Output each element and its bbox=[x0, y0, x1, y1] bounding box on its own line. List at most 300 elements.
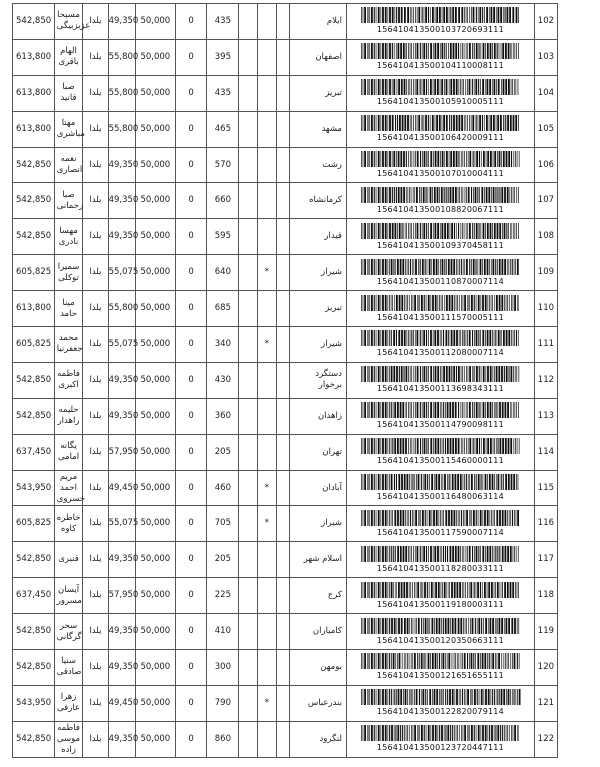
barcode-bar bbox=[369, 330, 370, 346]
barcode-bar bbox=[459, 689, 460, 705]
barcode-bar bbox=[491, 653, 492, 669]
barcode-bar bbox=[426, 259, 427, 275]
barcode-bar bbox=[473, 187, 474, 203]
barcode-bar bbox=[484, 259, 486, 275]
barcode-bar bbox=[447, 223, 449, 239]
cell-amount-a: 49,350 bbox=[108, 398, 135, 434]
barcode-bar bbox=[500, 689, 502, 705]
barcode-bar bbox=[496, 438, 497, 454]
cell-zero: 0 bbox=[175, 183, 207, 219]
barcode-bar bbox=[497, 7, 499, 23]
barcode-bar bbox=[371, 187, 373, 203]
barcode-bar bbox=[469, 330, 471, 346]
cell-barcode bbox=[346, 255, 534, 291]
barcode-bar bbox=[382, 187, 384, 203]
barcode-bar bbox=[488, 689, 490, 705]
barcode-bar bbox=[433, 223, 434, 239]
barcode-bar bbox=[489, 295, 490, 311]
barcode-bar bbox=[501, 366, 503, 382]
barcode-bar bbox=[485, 689, 487, 705]
cell-amount-a: 55,075 bbox=[108, 506, 135, 542]
barcode-bar bbox=[421, 725, 423, 741]
cell-row-number: 104 bbox=[534, 75, 557, 111]
barcode-bar bbox=[415, 438, 416, 454]
cell-amount-a: 57,950 bbox=[108, 434, 135, 470]
barcode-bar bbox=[364, 653, 366, 669]
barcode-bar bbox=[380, 510, 381, 526]
barcode-bar bbox=[402, 259, 404, 275]
cell-price: 637,450 bbox=[13, 578, 55, 614]
barcode-number: 156410413500110870007114 bbox=[376, 276, 504, 286]
barcode-bar bbox=[387, 618, 388, 634]
barcode-bar bbox=[407, 725, 408, 741]
barcode-bar bbox=[510, 402, 511, 418]
barcode-bar bbox=[490, 689, 491, 705]
barcode-bar bbox=[458, 79, 459, 95]
barcode-bar bbox=[445, 618, 447, 634]
barcode-bar bbox=[407, 259, 408, 275]
barcode-bar bbox=[517, 295, 518, 311]
barcode-bar bbox=[434, 546, 436, 562]
cell-flag bbox=[257, 111, 276, 147]
barcode-bar bbox=[392, 115, 394, 131]
barcode-bar bbox=[378, 7, 380, 23]
barcode-bar bbox=[374, 653, 375, 669]
cell-empty bbox=[276, 578, 289, 614]
barcode-bar bbox=[515, 689, 516, 705]
barcode-bar bbox=[440, 151, 441, 167]
barcode-bar bbox=[450, 618, 451, 634]
barcode-bar bbox=[507, 115, 509, 131]
barcode-bar bbox=[419, 79, 420, 95]
barcode-bar bbox=[513, 330, 514, 346]
barcode-bar bbox=[517, 653, 518, 669]
barcode-bar bbox=[508, 259, 509, 275]
barcode-bar bbox=[500, 115, 502, 131]
barcode-bar bbox=[474, 438, 475, 454]
barcode-bar bbox=[397, 725, 399, 741]
barcode-bar bbox=[511, 79, 512, 95]
barcode-bar bbox=[364, 510, 366, 526]
barcode bbox=[349, 618, 532, 646]
barcode-bar bbox=[518, 187, 519, 203]
cell-city: تبریز bbox=[289, 291, 346, 327]
cell-row-number: 116 bbox=[534, 506, 557, 542]
cell-weight: 395 bbox=[207, 39, 239, 75]
barcode-bar bbox=[437, 295, 438, 311]
barcode-bar bbox=[424, 725, 425, 741]
barcode-bar bbox=[472, 115, 474, 131]
cell-zero: 0 bbox=[175, 219, 207, 255]
barcode-bar bbox=[432, 115, 434, 131]
barcode-bar bbox=[516, 582, 517, 598]
barcode-bar bbox=[441, 725, 443, 741]
barcode-bar bbox=[397, 43, 399, 59]
barcode-bar bbox=[498, 366, 500, 382]
barcode-bar bbox=[475, 653, 476, 669]
barcode-bar bbox=[456, 366, 457, 382]
cell-empty bbox=[276, 4, 289, 40]
barcode-bar bbox=[505, 43, 507, 59]
barcode-bar bbox=[476, 151, 478, 167]
barcode-bar bbox=[514, 43, 515, 59]
barcode-bar bbox=[396, 295, 398, 311]
barcode bbox=[349, 330, 532, 358]
barcode-bar bbox=[423, 618, 424, 634]
barcode-bar bbox=[474, 223, 475, 239]
barcode-bar bbox=[361, 330, 362, 346]
barcode-bar bbox=[492, 366, 493, 382]
barcode-bar bbox=[482, 402, 484, 418]
barcode-bar bbox=[455, 43, 457, 59]
barcode-bar bbox=[499, 402, 501, 418]
cell-zero: 0 bbox=[175, 362, 207, 398]
barcode-bar bbox=[422, 259, 424, 275]
barcode-bar bbox=[394, 295, 395, 311]
barcode-bar bbox=[409, 653, 410, 669]
barcode-bar bbox=[400, 151, 402, 167]
barcode-bar bbox=[456, 259, 457, 275]
barcode-bar bbox=[488, 618, 489, 634]
barcode-bar bbox=[420, 151, 421, 167]
cell-barcode bbox=[346, 685, 534, 721]
barcode-bar bbox=[361, 653, 362, 669]
barcode-bar bbox=[459, 725, 460, 741]
barcode-bar bbox=[494, 366, 495, 382]
cell-city: تبریز bbox=[289, 75, 346, 111]
barcode-bar bbox=[404, 689, 406, 705]
barcode-bar bbox=[364, 474, 366, 490]
barcode-bar bbox=[510, 546, 512, 562]
barcode-bar bbox=[361, 115, 362, 131]
barcode-bar bbox=[487, 653, 488, 669]
barcode-bar bbox=[424, 259, 425, 275]
barcode-bar bbox=[374, 259, 375, 275]
table-row bbox=[13, 75, 558, 111]
barcode-bar bbox=[463, 618, 464, 634]
barcode-bar bbox=[482, 79, 484, 95]
barcode-bar bbox=[426, 330, 427, 346]
barcode-bar bbox=[408, 546, 409, 562]
barcode-bar bbox=[395, 115, 396, 131]
barcode-icon bbox=[360, 366, 521, 382]
barcode-bar bbox=[361, 474, 362, 490]
barcode-bar bbox=[398, 79, 400, 95]
cell-zero: 0 bbox=[175, 470, 207, 506]
barcode-bar bbox=[513, 187, 514, 203]
cell-barcode bbox=[346, 291, 534, 327]
barcode-bar bbox=[427, 653, 429, 669]
cell-city: آبادان bbox=[289, 470, 346, 506]
barcode-bar bbox=[472, 366, 473, 382]
barcode-bar bbox=[433, 402, 434, 418]
barcode-bar bbox=[491, 582, 493, 598]
barcode-bar bbox=[415, 330, 416, 346]
cell-amount-a: 57,950 bbox=[108, 578, 135, 614]
barcode-bar bbox=[362, 653, 363, 669]
barcode-bar bbox=[433, 582, 434, 598]
cell-empty bbox=[276, 398, 289, 434]
barcode-bar bbox=[382, 79, 384, 95]
cell-flag: * bbox=[257, 470, 276, 506]
barcode-bar bbox=[449, 187, 451, 203]
barcode-bar bbox=[362, 187, 363, 203]
barcode-bar bbox=[501, 295, 503, 311]
table-row bbox=[13, 147, 558, 183]
barcode-bar bbox=[409, 618, 410, 634]
barcode-bar bbox=[430, 115, 431, 131]
barcode-bar bbox=[498, 689, 499, 705]
barcode-bar bbox=[471, 725, 473, 741]
barcode-bar bbox=[460, 618, 462, 634]
cell-amount-a: 49,350 bbox=[108, 183, 135, 219]
barcode-bar bbox=[489, 259, 490, 275]
barcode-bar bbox=[404, 115, 406, 131]
barcode-bar bbox=[444, 725, 445, 741]
barcode-bar bbox=[418, 510, 419, 526]
barcode-bar bbox=[428, 546, 429, 562]
barcode-bar bbox=[472, 7, 474, 23]
cell-price: 542,850 bbox=[13, 398, 55, 434]
barcode-bar bbox=[510, 510, 511, 526]
cell-city: ایلام bbox=[289, 4, 346, 40]
barcode-bar bbox=[415, 402, 416, 418]
barcode-bar bbox=[494, 689, 495, 705]
barcode-bar bbox=[515, 259, 516, 275]
barcode-bar bbox=[387, 725, 388, 741]
barcode-bar bbox=[429, 582, 430, 598]
barcode bbox=[349, 510, 532, 538]
barcode-bar bbox=[387, 151, 388, 167]
barcode-bar bbox=[367, 223, 368, 239]
cell-empty bbox=[276, 39, 289, 75]
barcode-bar bbox=[414, 689, 415, 705]
barcode-bar bbox=[472, 402, 473, 418]
barcode-bar bbox=[471, 618, 473, 634]
barcode-bar bbox=[469, 295, 470, 311]
barcode-bar bbox=[361, 689, 362, 705]
barcode-bar bbox=[378, 187, 380, 203]
barcode-bar bbox=[481, 689, 483, 705]
barcode-bar bbox=[453, 259, 455, 275]
barcode-bar bbox=[413, 115, 414, 131]
barcode-bar bbox=[499, 187, 500, 203]
barcode-bar bbox=[371, 366, 373, 382]
barcode-bar bbox=[509, 510, 510, 526]
barcode-bar bbox=[433, 79, 434, 95]
barcode-bar bbox=[415, 259, 417, 275]
barcode-bar bbox=[466, 7, 467, 23]
barcode-bar bbox=[417, 725, 418, 741]
barcode-bar bbox=[413, 330, 414, 346]
cell-amount-b: 50,000 bbox=[136, 75, 176, 111]
barcode-bar bbox=[421, 618, 422, 634]
barcode-bar bbox=[483, 438, 485, 454]
barcode-bar bbox=[374, 115, 375, 131]
barcode-bar bbox=[475, 582, 476, 598]
barcode-bar bbox=[376, 618, 377, 634]
cell-amount-b: 50,000 bbox=[136, 398, 176, 434]
barcode-bar bbox=[508, 43, 510, 59]
barcode-bar bbox=[507, 725, 508, 741]
barcode-bar bbox=[478, 79, 479, 95]
barcode-bar bbox=[385, 43, 387, 59]
barcode-bar bbox=[362, 295, 363, 311]
barcode-bar bbox=[458, 115, 460, 131]
barcode-bar bbox=[385, 7, 387, 23]
barcode-bar bbox=[478, 330, 479, 346]
barcode-bar bbox=[387, 295, 388, 311]
barcode-bar bbox=[403, 79, 405, 95]
barcode-bar bbox=[480, 725, 481, 741]
barcode-bar bbox=[487, 402, 489, 418]
barcode-bar bbox=[480, 582, 481, 598]
barcode-bar bbox=[456, 689, 458, 705]
barcode-bar bbox=[515, 79, 516, 95]
barcode-bar bbox=[476, 438, 478, 454]
barcode-bar bbox=[448, 510, 450, 526]
cell-recipient-name: فاطمه موسی زاده bbox=[54, 721, 83, 757]
barcode-bar bbox=[472, 79, 473, 95]
cell-barcode bbox=[346, 506, 534, 542]
barcode-bar bbox=[369, 653, 370, 669]
barcode-bar bbox=[489, 725, 490, 741]
barcode-bar bbox=[467, 582, 468, 598]
cell-amount-a: 49,350 bbox=[108, 4, 135, 40]
barcode-bar bbox=[401, 223, 402, 239]
barcode-bar bbox=[489, 223, 491, 239]
barcode-number: 156410413500118280033111 bbox=[376, 563, 504, 573]
barcode-bar bbox=[487, 330, 489, 346]
barcode-bar bbox=[460, 546, 461, 562]
cell-amount-b: 50,000 bbox=[136, 434, 176, 470]
barcode-bar bbox=[427, 618, 428, 634]
cell-price: 613,800 bbox=[13, 291, 55, 327]
barcode-bar bbox=[459, 582, 461, 598]
barcode-bar bbox=[382, 618, 384, 634]
barcode-bar bbox=[496, 474, 497, 490]
barcode-bar bbox=[400, 438, 402, 454]
barcode-bar bbox=[487, 725, 488, 741]
barcode-bar bbox=[371, 653, 373, 669]
barcode-bar bbox=[401, 366, 403, 382]
barcode-bar bbox=[476, 725, 477, 741]
barcode-bar bbox=[380, 151, 381, 167]
barcode-bar bbox=[411, 115, 412, 131]
barcode-bar bbox=[392, 7, 394, 23]
barcode-bar bbox=[362, 402, 363, 418]
table-row bbox=[13, 111, 558, 147]
cell-empty bbox=[239, 434, 258, 470]
barcode-bar bbox=[456, 510, 457, 526]
barcode-bar bbox=[517, 474, 518, 490]
barcode-bar bbox=[440, 259, 441, 275]
barcode-bar bbox=[371, 582, 373, 598]
cell-empty bbox=[239, 327, 258, 363]
cell-row-number: 111 bbox=[534, 327, 557, 363]
barcode-bar bbox=[374, 689, 375, 705]
barcode-bar bbox=[466, 43, 467, 59]
barcode-bar bbox=[498, 618, 500, 634]
barcode-bar bbox=[497, 187, 498, 203]
barcode-bar bbox=[371, 79, 373, 95]
cell-recipient-name: نغمه انصاری bbox=[54, 147, 83, 183]
barcode-bar bbox=[480, 402, 481, 418]
barcode-bar bbox=[424, 582, 426, 598]
barcode-bar bbox=[450, 725, 451, 741]
barcode-bar bbox=[404, 725, 405, 741]
barcode-bar bbox=[491, 725, 493, 741]
cell-city: کرمانشاه bbox=[289, 183, 346, 219]
barcode-bar bbox=[397, 653, 398, 669]
cell-amount-a: 49,350 bbox=[108, 362, 135, 398]
barcode-bar bbox=[512, 259, 513, 275]
barcode-bar bbox=[442, 7, 443, 23]
barcode-bar bbox=[461, 151, 462, 167]
barcode-bar bbox=[467, 79, 468, 95]
cell-city: کرج bbox=[289, 578, 346, 614]
barcode-bar bbox=[462, 582, 463, 598]
barcode-bar bbox=[508, 474, 510, 490]
barcode-bar bbox=[515, 151, 516, 167]
barcode-bar bbox=[469, 438, 471, 454]
barcode-bar bbox=[443, 115, 445, 131]
barcode-bar bbox=[462, 187, 463, 203]
barcode-bar bbox=[371, 402, 373, 418]
barcode-bar bbox=[411, 438, 412, 454]
barcode-bar bbox=[514, 725, 516, 741]
barcode-bar bbox=[414, 653, 416, 669]
barcode-bar bbox=[400, 725, 401, 741]
barcode-bar bbox=[479, 689, 480, 705]
cell-recipient-name: حلیمه راهدار bbox=[54, 398, 83, 434]
barcode-bar bbox=[443, 402, 444, 418]
barcode-bar bbox=[512, 510, 513, 526]
barcode-bar bbox=[465, 546, 466, 562]
barcode-bar bbox=[469, 546, 471, 562]
table-row bbox=[13, 434, 558, 470]
barcode-bar bbox=[396, 474, 397, 490]
barcode-bar bbox=[398, 618, 400, 634]
barcode-bar bbox=[506, 7, 508, 23]
barcode-bar bbox=[503, 115, 504, 131]
barcode-bar bbox=[468, 79, 470, 95]
barcode-bar bbox=[514, 187, 515, 203]
barcode-bar bbox=[497, 402, 498, 418]
barcode-bar bbox=[421, 187, 422, 203]
barcode-bar bbox=[475, 259, 476, 275]
barcode-bar bbox=[507, 438, 509, 454]
barcode-bar bbox=[389, 79, 391, 95]
barcode-bar bbox=[387, 366, 388, 382]
cell-weight: 360 bbox=[207, 398, 239, 434]
barcode-bar bbox=[463, 582, 464, 598]
cell-flag bbox=[257, 578, 276, 614]
barcode-bar bbox=[421, 115, 422, 131]
cell-method: یلدا bbox=[83, 685, 108, 721]
barcode-bar bbox=[364, 151, 366, 167]
barcode-bar bbox=[415, 366, 416, 382]
barcode-bar bbox=[433, 546, 434, 562]
barcode-bar bbox=[427, 582, 428, 598]
cell-zero: 0 bbox=[175, 291, 207, 327]
barcode-bar bbox=[362, 438, 363, 454]
barcode-bar bbox=[385, 618, 387, 634]
barcode-bar bbox=[412, 582, 413, 598]
barcode-bar bbox=[428, 43, 429, 59]
barcode-bar bbox=[452, 546, 454, 562]
barcode-bar bbox=[462, 474, 463, 490]
